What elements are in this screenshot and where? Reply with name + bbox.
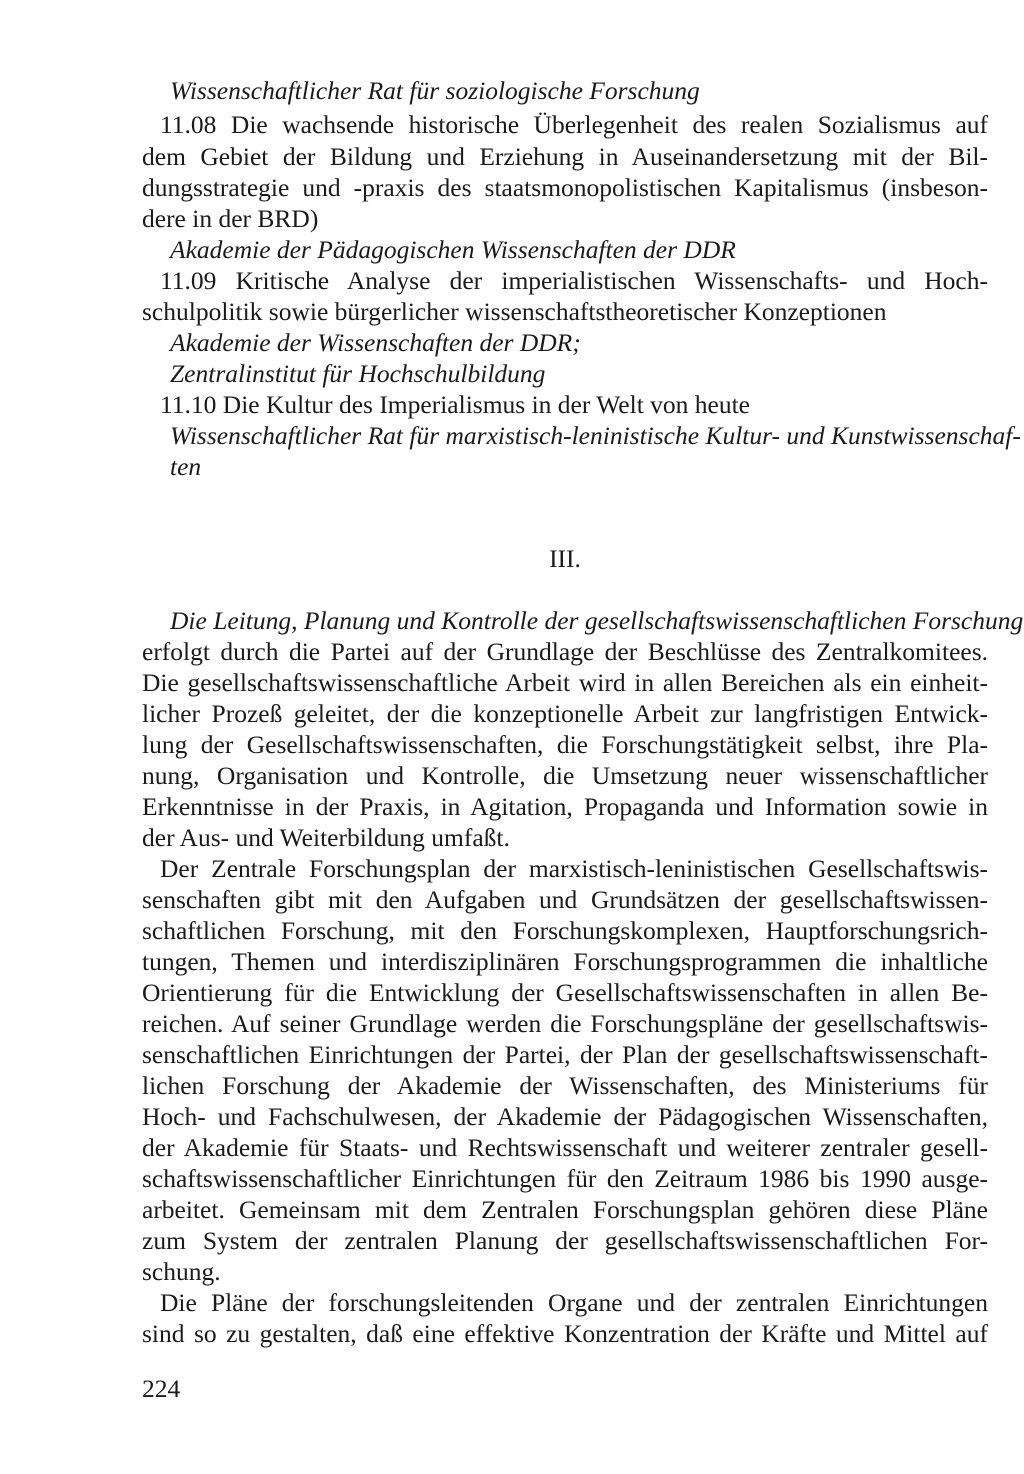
paragraph-line: arbeitet. Gemeinsam mit dem Zentralen Forschungsplan gehören diese Pläne [142,1195,988,1224]
institution-line: Akademie der Wissenschaften der DDR; [170,328,581,357]
paragraph-line: senschaften gibt mit den Aufgaben und Grundsätzen der gesellschaftswissen- [142,885,988,914]
paragraph-line: sind so zu gestalten, daß eine effektive Konzentration der Kräfte und Mittel auf [142,1319,988,1348]
paragraph-line: Orientierung für die Entwicklung der Gesellschaftswissenschaften in allen Be- [142,978,988,1007]
page-number: 224 [142,1374,181,1403]
paragraph-line: Erkenntnisse in der Praxis, in Agitation, Propaganda und Information sowie in [142,792,988,821]
paragraph-line: der Akademie für Staats- und Rechtswissenschaft und weiterer zentraler gesell- [142,1133,988,1162]
paragraph-line: Die Leitung, Planung und Kontrolle der gesellschaftswissenschaftlichen Forschung [170,606,1024,635]
institution-line: Wissenschaftlicher Rat für marxistisch-leninistische Kultur- und Kunstwissenschaf- [170,421,1021,450]
text-line: dere in der BRD) [142,204,319,233]
paragraph-line: Der Zentrale Forschungsplan der marxistisch-leninistischen Gesellschaftswis- [160,854,988,883]
institution-line: Zentralinstitut für Hochschulbildung [170,359,546,388]
paragraph-line: reichen. Auf seiner Grundlage werden die Forschungspläne der gesellschaftswis- [142,1009,988,1038]
topic-line: 11.09 Kritische Analyse der imperialistischen Wissenschafts- und Hoch- [160,266,988,295]
paragraph-line: Hoch- und Fachschulwesen, der Akademie der Pädagogischen Wissenschaften, [142,1102,988,1131]
paragraph-line: lung der Gesellschaftswissenschaften, die Forschungstätigkeit selbst, ihre Pla- [142,730,988,759]
text-line: dem Gebiet der Bildung und Erziehung in Auseinandersetzung mit der Bil- [142,142,988,171]
text-line: schulpolitik sowie bürgerlicher wissenschaftstheoretischer Konzeptionen [142,297,887,326]
topic-line: 11.08 Die wachsende historische Überlegenheit des realen Sozialismus auf [160,110,988,139]
paragraph-line: tungen, Themen und interdisziplinären Forschungsprogrammen die inhaltliche [142,947,988,976]
paragraph-line: lichen Forschung der Akademie der Wissenschaften, des Ministeriums für [142,1071,988,1100]
paragraph-line: schaftswissenschaftlicher Einrichtungen für den Zeitraum 1986 bis 1990 ausge- [142,1164,988,1193]
paragraph-line: senschaftlichen Einrichtungen der Partei, der Plan der gesellschaftswissenschaft- [142,1040,988,1069]
paragraph-line: schung. [142,1257,221,1286]
section-heading: III. [549,544,581,573]
paragraph-line: schaftlichen Forschung, mit den Forschungskomplexen, Hauptforschungsrich- [142,916,988,945]
paragraph-line: Die Pläne der forschungsleitenden Organe und der zentralen Einrichtungen [160,1288,988,1317]
paragraph-line: zum System der zentralen Planung der gesellschaftswissenschaftlichen For- [142,1226,988,1255]
paragraph-line: licher Prozeß geleitet, der die konzeptionelle Arbeit zur langfristigen Entwick- [142,699,988,728]
institution-line: Akademie der Pädagogischen Wissenschaften der DDR [170,235,736,264]
paragraph-line: der Aus- und Weiterbildung umfaßt. [142,823,510,852]
paragraph-line: Die gesellschaftswissenschaftliche Arbeit wird in allen Bereichen als ein einheit- [142,668,988,697]
paragraph-line: nung, Organisation und Kontrolle, die Umsetzung neuer wissenschaftlicher [142,761,988,790]
institution-line: ten [170,452,202,481]
institution-line: Wissenschaftlicher Rat für soziologische Forschung [170,76,700,105]
topic-line: 11.10 Die Kultur des Imperialismus in der Welt von heute [160,390,750,419]
paragraph-line: erfolgt durch die Partei auf der Grundlage der Beschlüsse des Zentralkomitees. [142,637,988,666]
text-line: dungsstrategie und -praxis des staatsmonopolistischen Kapitalismus (insbeson- [142,173,988,202]
